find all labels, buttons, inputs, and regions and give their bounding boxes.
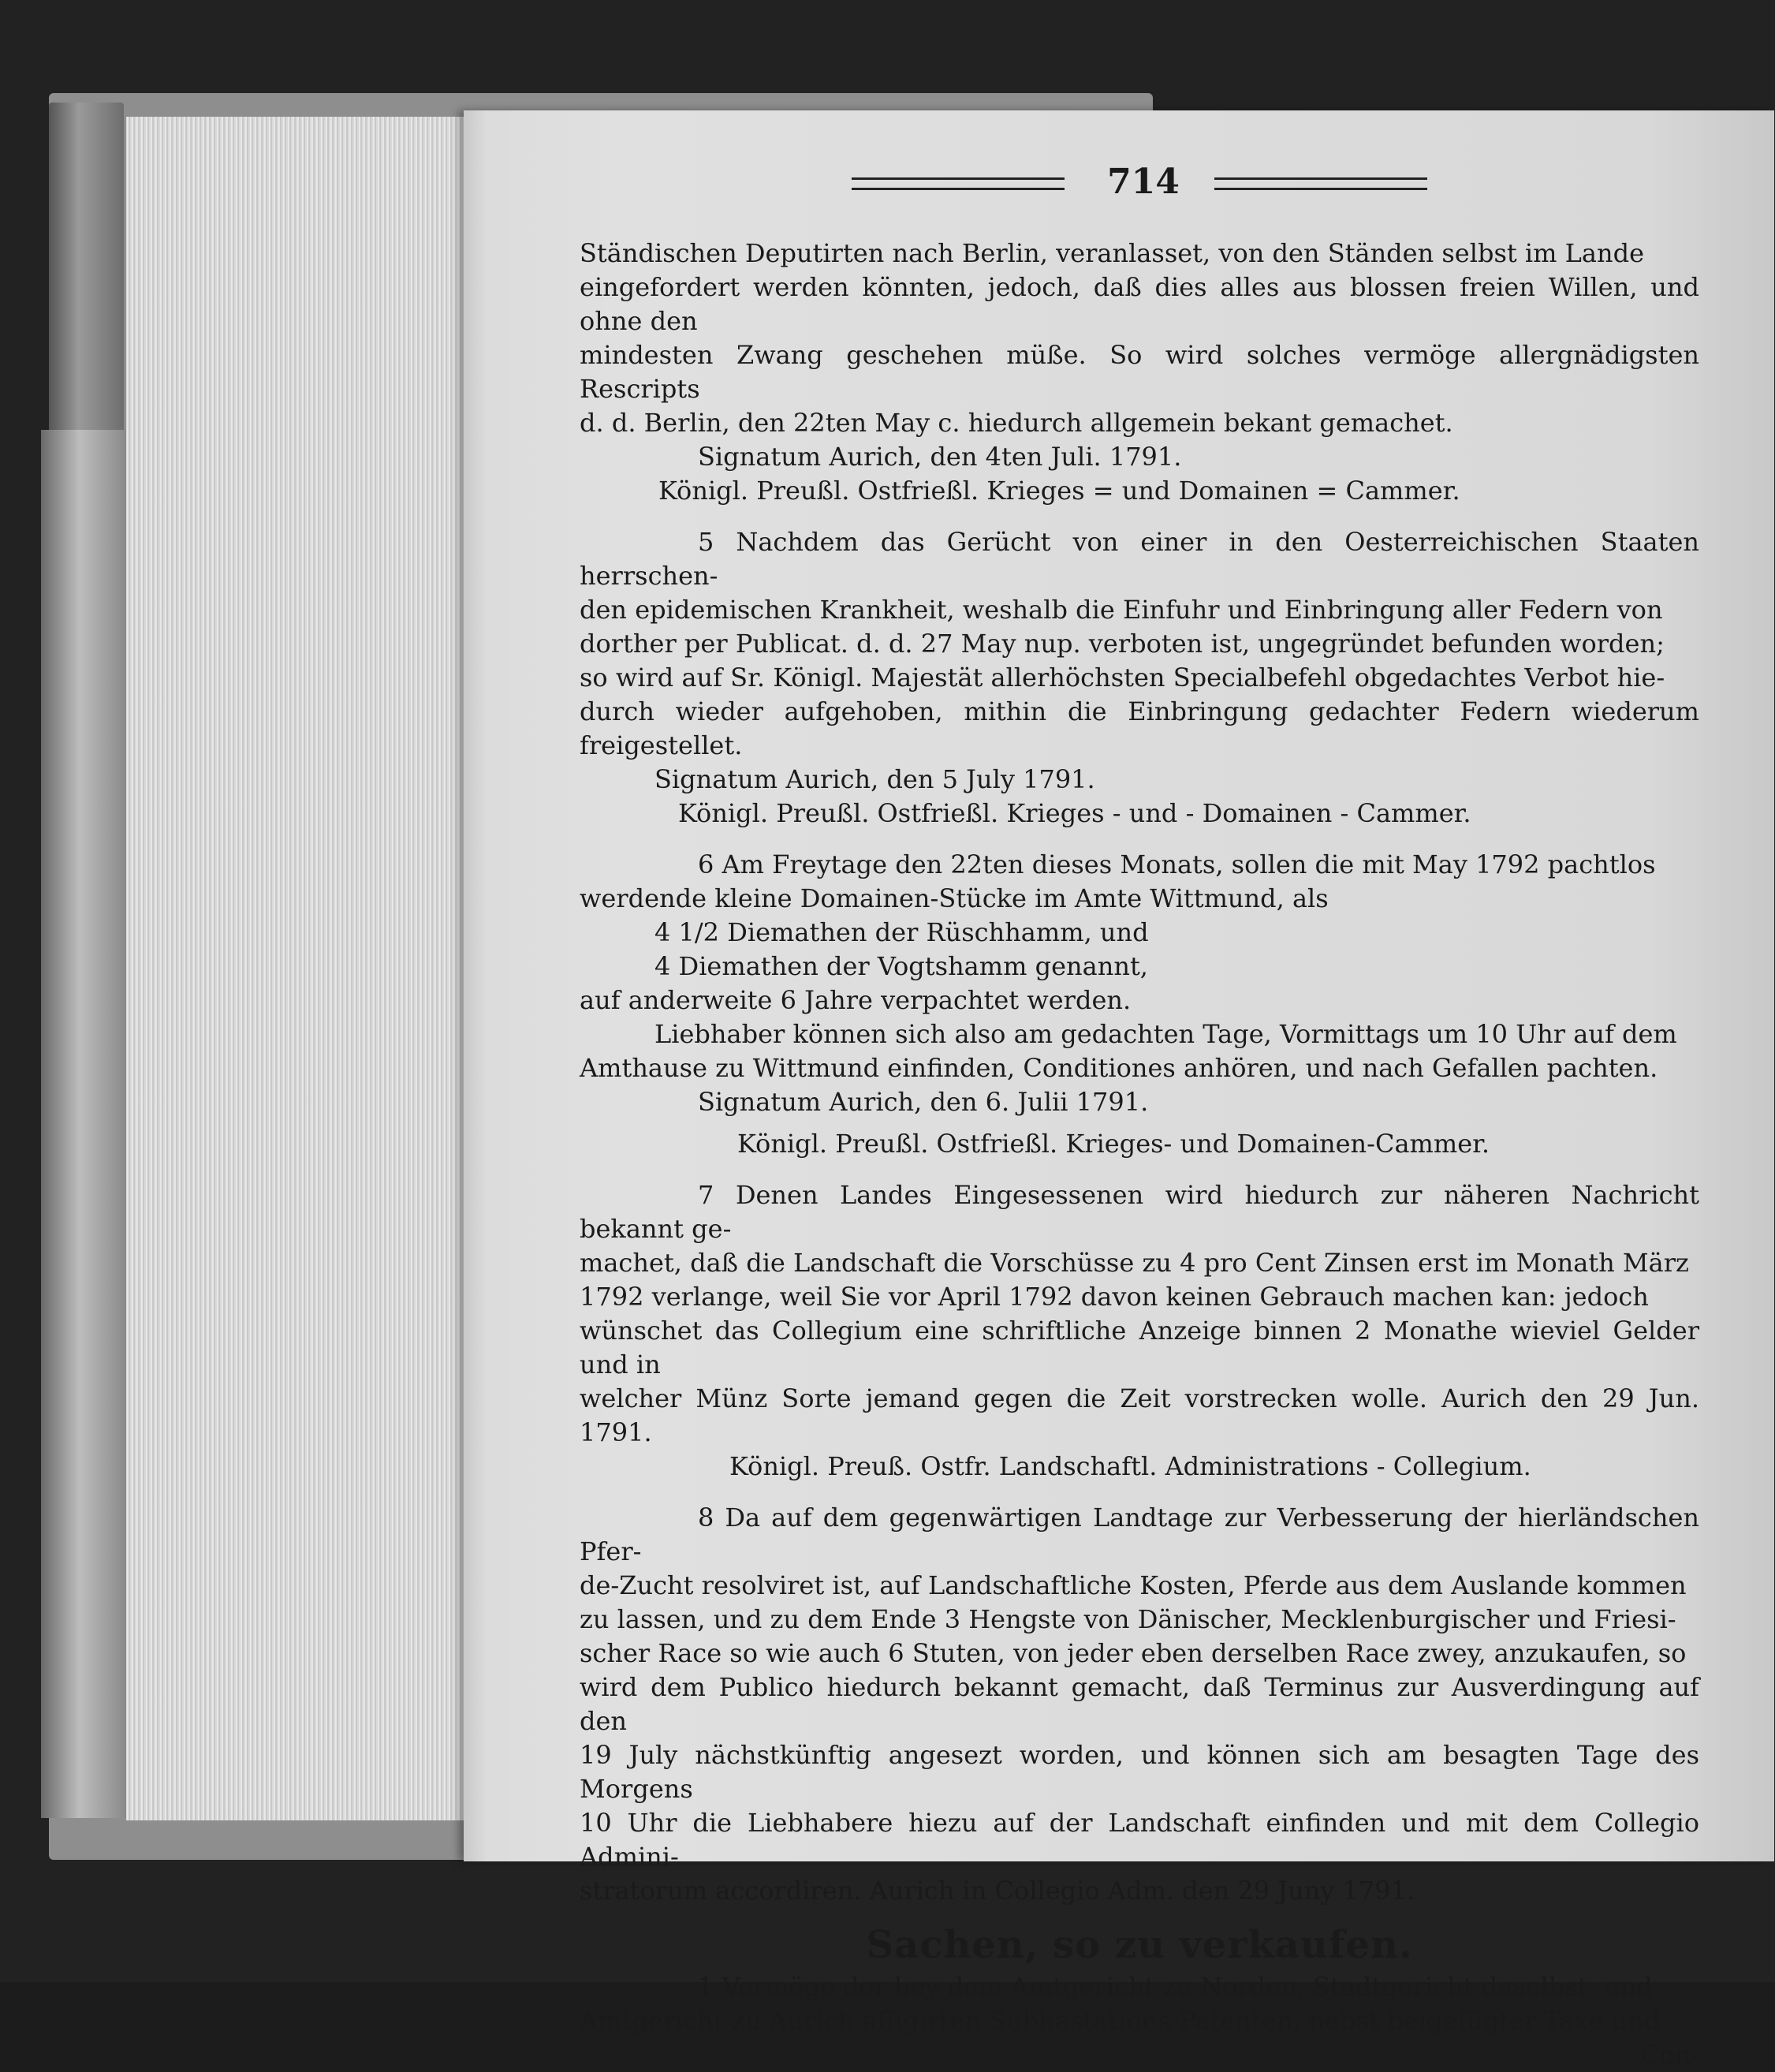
authority-line: Königl. Preußl. Ostfrießl. Krieges = und Domainen = Cammer.	[658, 476, 1460, 506]
text-line: de-Zucht resolviret ist, auf Landschaftliche Kosten, Pferde aus dem Auslande kommen	[580, 1570, 1687, 1600]
list-item: 4 Diemathen der Vogtshamm genannt,	[654, 951, 1148, 981]
text-line: scher Race so wie auch 6 Stuten, von jeder eben derselben Race zwey, anzukaufen, so	[580, 1638, 1687, 1668]
text-line: d. d. Berlin, den 22ten May c. hiedurch allgemein bekant gemachet.	[580, 408, 1453, 438]
text-line: werdende kleine Domainen-Stücke im Amte Wittmund, als	[580, 883, 1329, 913]
authority-line: Königl. Preußl. Ostfrießl. Krieges- und Domainen-Cammer.	[737, 1129, 1490, 1159]
text-line: welcher Münz Sorte jemand gegen die Zeit vorstrecken wolle. Aurich den 29 Jun. 1791.	[580, 1383, 1699, 1447]
text-line: 8 Da auf dem gegenwärtigen Landtage zur Verbesserung der hierländschen Pfer-	[580, 1503, 1699, 1566]
text-line: Ständischen Deputirten nach Berlin, veranlasset, von den Ständen selbst im Lande	[580, 238, 1645, 268]
section-body	[580, 1970, 1699, 2072]
page-header	[852, 162, 1419, 201]
page-text	[580, 237, 1699, 2072]
authority-line: Königl. Preußl. Ostfrießl. Krieges - und - Domainen - Cammer.	[678, 798, 1471, 828]
header-rule-right	[1214, 177, 1427, 190]
text-line: 6 Am Freytage den 22ten dieses Monats, sollen die mit May 1792 pachtlos	[698, 849, 1656, 879]
page-number: 714	[1107, 162, 1180, 202]
spine-band	[41, 430, 126, 1818]
list-item: 4 1/2 Diemathen der Rüschhamm, und	[654, 917, 1149, 947]
signature-line: Signatum Aurich, den 4ten Juli. 1791.	[698, 442, 1182, 472]
text-line: eingefordert werden könnten, jedoch, daß dies alles aus blossen freien Willen, und ohne den	[580, 272, 1699, 336]
text-line: Amthause zu Wittmund einfinden, Conditiones anhören, und nach Gefallen pachten.	[580, 1053, 1658, 1083]
block-5	[580, 525, 1699, 831]
text-line: 19 July nächstkünftig angesezt worden, und können sich am besagten Tage des Morgens	[580, 1740, 1699, 1804]
text-line: dorther per Publicat. d. d. 27 May nup. verboten ist, ungegründet befunden worden;	[580, 629, 1665, 659]
text-line: 1 Vermöge der bey dem Amtgericht zu Norden, Stadtgericht daselbst, und	[698, 1972, 1653, 2002]
signature-line: Signatum Aurich, den 5 July 1791.	[654, 764, 1095, 794]
block-1	[580, 237, 1699, 508]
catchword: Con-	[1639, 2040, 1699, 2070]
block-7	[580, 1178, 1699, 1484]
text-line: stratorum accordiren. Aurich in Collegio Adm. den 29 Juny 1791.	[580, 1876, 1415, 1906]
text-line: auf anderweite 6 Jahre verpachtet werden.	[580, 985, 1132, 1015]
text-line: wünschet das Collegium eine schriftliche Anzeige binnen 2 Monathe wieviel Gelder und in	[580, 1316, 1699, 1379]
text-line: zu lassen, und zu dem Ende 3 Hengste von Dänischer, Mecklenburgischer und Friesi-	[580, 1604, 1676, 1634]
text-line: 7 Denen Landes Eingesessenen wird hiedurch zur näheren Nachricht bekannt ge-	[580, 1180, 1699, 1244]
section-title: Sachen, so zu verkaufen.	[866, 1923, 1413, 1967]
text-line: den epidemischen Krankheit, weshalb die Einfuhr und Einbringung aller Federn von	[580, 595, 1663, 625]
block-6	[580, 848, 1699, 1161]
text-line: 5 Nachdem das Gerücht von einer in den Oesterreichischen Staaten herrschen-	[580, 527, 1699, 591]
authority-line: Königl. Preuß. Ostfr. Landschaftl. Administrations - Collegium.	[729, 1451, 1531, 1481]
text-line: mindesten Zwang geschehen müße. So wird solches vermöge allergnädigsten Rescripts	[580, 340, 1699, 404]
text-line: machet, daß die Landschaft die Vorschüsse zu 4 pro Cent Zinsen erst im Monath März	[580, 1248, 1689, 1278]
header-rule-left	[852, 177, 1065, 190]
block-8	[580, 1501, 1699, 1908]
page-block-edge	[126, 117, 465, 1820]
text-line: 1792 verlange, weil Sie vor April 1792 davon keinen Gebrauch machen kan: jedoch	[580, 1282, 1649, 1312]
text-line: Liebhaber können sich also am gedachten Tage, Vormittags um 10 Uhr auf dem	[654, 1019, 1677, 1049]
signature-line: Signatum Aurich, den 6. Julii 1791.	[698, 1087, 1149, 1117]
text-line: so wird auf Sr. Königl. Majestät allerhöchsten Specialbefehl obgedachtes Verbot hie-	[580, 663, 1665, 693]
text-line: wird dem Publico hiedurch bekannt gemacht, daß Terminus zur Ausverdingung auf den	[580, 1672, 1699, 1736]
text-line: Amtgericht zu Aurich affigirten Subhastations-Patenten, nebst beigefügter Taxe und	[580, 2006, 1661, 2036]
text-line: 10 Uhr die Liebhabere hiezu auf der Landschaft einfinden und mit dem Collegio Admini-	[580, 1808, 1699, 1872]
text-line: durch wieder aufgehoben, mithin die Einbringung gedachter Federn wiederum freigestellet.	[580, 696, 1699, 760]
